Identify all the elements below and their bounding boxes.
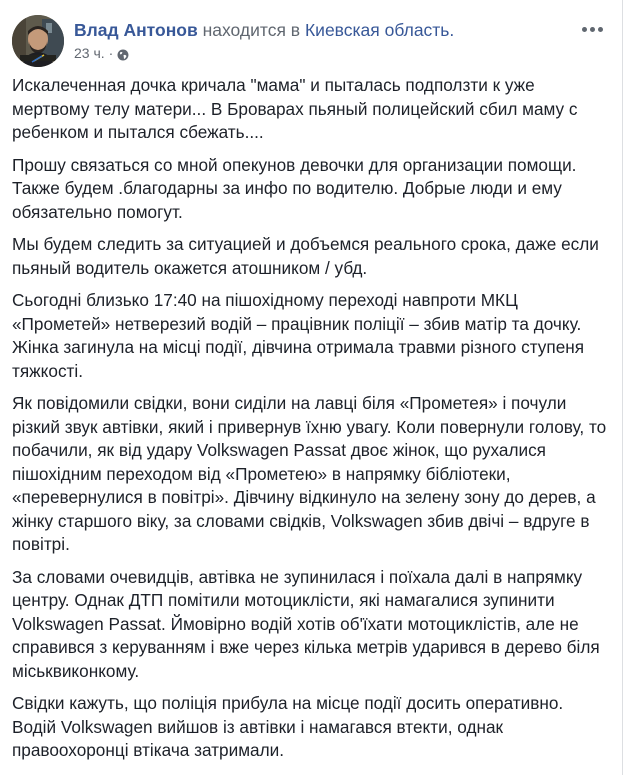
author-action-text: находится в: [202, 20, 301, 40]
post-paragraph: Як повідомили свідки, вони сиділи на лавці біля «Прометея» і почули різкий звук автівки, який і привернув їхню увагу. Коли повернули голову, то побачили, як від удару Volkswagen Passat двоє жінок, що рухалися пішохідним переходом від «Прометею» в напрямку бібліотеки, «перевернулися в повітрі». Дівчину відкинуло на зелену зону до дерев, а жінку старшого віку, за словами свідків, Volkswagen збив двічі – вдруге в повітрі.: [12, 393, 607, 554]
post-header: [12, 12, 610, 66]
more-dot: [598, 27, 603, 32]
author-line: [74, 19, 454, 41]
post-meta: [74, 44, 129, 62]
globe-icon[interactable]: [117, 47, 129, 59]
location-link[interactable]: Киевская область.: [304, 20, 455, 40]
more-dot: [590, 27, 595, 32]
avatar-photo-icon: [12, 15, 64, 67]
post-paragraph: Мы будем следить за ситуацией и добъемся реального срока, даже если пьяный водитель окажется атошником / убд.: [12, 234, 599, 278]
post-paragraph: Сьогодні близько 17:40 на пішохідному переході навпроти МКЦ «Прометей» нетверезий водій – працівник поліції – збив матір та дочку. Жінка загинула на місці події, дівчина отримала травми різного ступеня тяжкості.: [12, 290, 585, 381]
post-paragraph: Искалеченная дочка кричала "мама" и пыталась подползти к уже мертвому телу матери... В Броварах пьяный полицейский сбил маму с ребенком и пытался сбежать....: [12, 75, 578, 142]
meta-separator: ·: [108, 45, 114, 61]
more-dot: [582, 27, 587, 32]
post-body: [12, 74, 610, 772]
post-paragraph: Прошу связаться со мной опекунов девочки для организации помощи. Также будем .благодарны за инфо по водителю. Добрые люди и ему обязательно помогут.: [12, 154, 577, 222]
author-avatar[interactable]: [12, 15, 64, 67]
post-timestamp[interactable]: 23 ч.: [74, 45, 105, 61]
post-paragraph: За словами очевидців, автівка не зупинилася і поїхала далі в напрямку центру. Однак ДТП помітили мотоциклісти, які намагалися зупинити Volkswagen Passat. Ймовірно водій хотів об'їхати мотоциклістів, але не справився з керуванням і вже через кілька метрів ударився в дерево біля міськвиконкому.: [12, 566, 600, 681]
more-options-icon[interactable]: [578, 22, 606, 36]
author-name-link[interactable]: Влад Антонов: [74, 20, 198, 40]
post-paragraph: Свідки кажуть, що поліція прибула на місце події досить оперативно. Водій Volkswagen вийшов із автівки і намагався втекти, однак правоохоронці втікача затримали.: [12, 693, 564, 760]
